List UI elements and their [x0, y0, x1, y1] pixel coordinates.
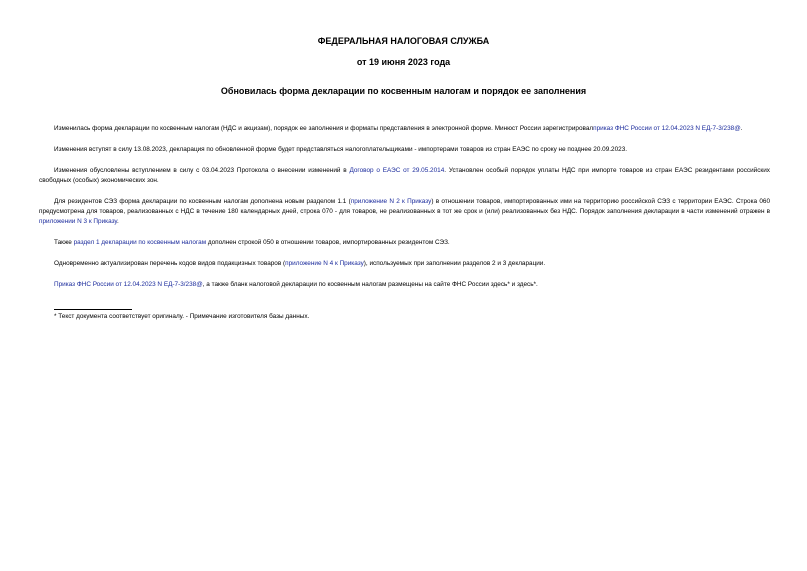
paragraph-3: [39, 166, 770, 186]
paragraph-text: Также: [54, 239, 74, 246]
paragraph-text: Для резидентов СЭЗ форма декларации по косвенным налогам дополнена новым разделом 1.1 (: [54, 198, 351, 205]
appendix-4-link[interactable]: приложение N 4 к Приказу: [285, 260, 364, 267]
order-link[interactable]: Приказ ФНС России от 12.04.2023 N ЕД-7-3/238@: [54, 281, 203, 288]
paragraph-7: [39, 280, 770, 290]
order-link[interactable]: приказ ФНС России от 12.04.2023 N ЕД-7-3/238@: [593, 125, 741, 132]
paragraph-text: Одновременно актуализирован перечень кодов видов подакцизных товаров (: [54, 260, 286, 267]
paragraph-text: .: [116, 218, 119, 225]
paragraph-text: ) в отношении товаров, импортированных ими на территорию российской СЭЗ с территории ЕАЭС. Строка 060 предусмотрена для товаров, реализованных с НДС в течение 180 календарных дней, строка 070 - для товаров, не реализованных в тот же срок и (или) реализованных без НДС. Порядок заполнения декларации в части изменений отражен в: [39, 198, 771, 215]
appendix-2-link[interactable]: приложение N 2 к Приказу: [350, 198, 432, 205]
paragraph-text: , а также бланк налоговой декларации по косвенным налогам размещены на сайте ФНС России здесь* и здесь*.: [202, 281, 538, 288]
appendix-3-link[interactable]: приложении N 3 к Приказу: [39, 218, 117, 225]
paragraph-text: Изменения обусловлены вступлением в силу с 03.04.2023 Протокола о внесении изменений в: [54, 167, 350, 174]
paragraph-text: Изменения вступят в силу 13.08.2023, декларация по обновленной форме будет представляться налогоплательщиками - импортерами товаров из стран ЕАЭС по сроку не позднее 20.09.2023.: [54, 146, 628, 153]
section-1-link[interactable]: раздел 1 декларации по косвенным налогам: [73, 239, 207, 246]
footnote-divider: [54, 309, 132, 310]
document-body: [39, 124, 770, 290]
paragraph-6: [39, 259, 770, 269]
eaeu-treaty-link[interactable]: Договор о ЕАЭС от 29.05.2014: [349, 167, 445, 174]
paragraph-1: [39, 124, 770, 134]
agency-heading: ФЕДЕРАЛЬНАЯ НАЛОГОВАЯ СЛУЖБА: [317, 36, 490, 46]
paragraph-text: ), используемых при заполнении разделов 2 и 3 декларации.: [363, 260, 546, 267]
paragraph-text: дополнен строкой 050 в отношении товаров, импортированных резидентом СЭЗ.: [206, 239, 450, 246]
paragraph-5: [39, 238, 770, 248]
footnote: * Текст документа соответствует оригиналу. - Примечание изготовителя базы данных.: [54, 313, 310, 320]
paragraph-text: Изменилась форма декларации по косвенным налогам (НДС и акцизам), порядок ее заполнения и форматы представления в электронной форме. Минюст России зарегистрировал: [54, 125, 594, 132]
paragraph-text: . Установлен особый порядок уплаты НДС при импорте товаров из стран ЕАЭС резидентами российских свободных (особых) экономических зон.: [39, 167, 770, 184]
paragraph-2: [39, 145, 770, 155]
date-heading: от 19 июня 2023 года: [356, 57, 451, 67]
paragraph-4: [39, 197, 770, 227]
paragraph-text: .: [740, 125, 743, 132]
document-title: Обновилась форма декларации по косвенным налогам и порядок ее заполнения: [220, 86, 587, 96]
